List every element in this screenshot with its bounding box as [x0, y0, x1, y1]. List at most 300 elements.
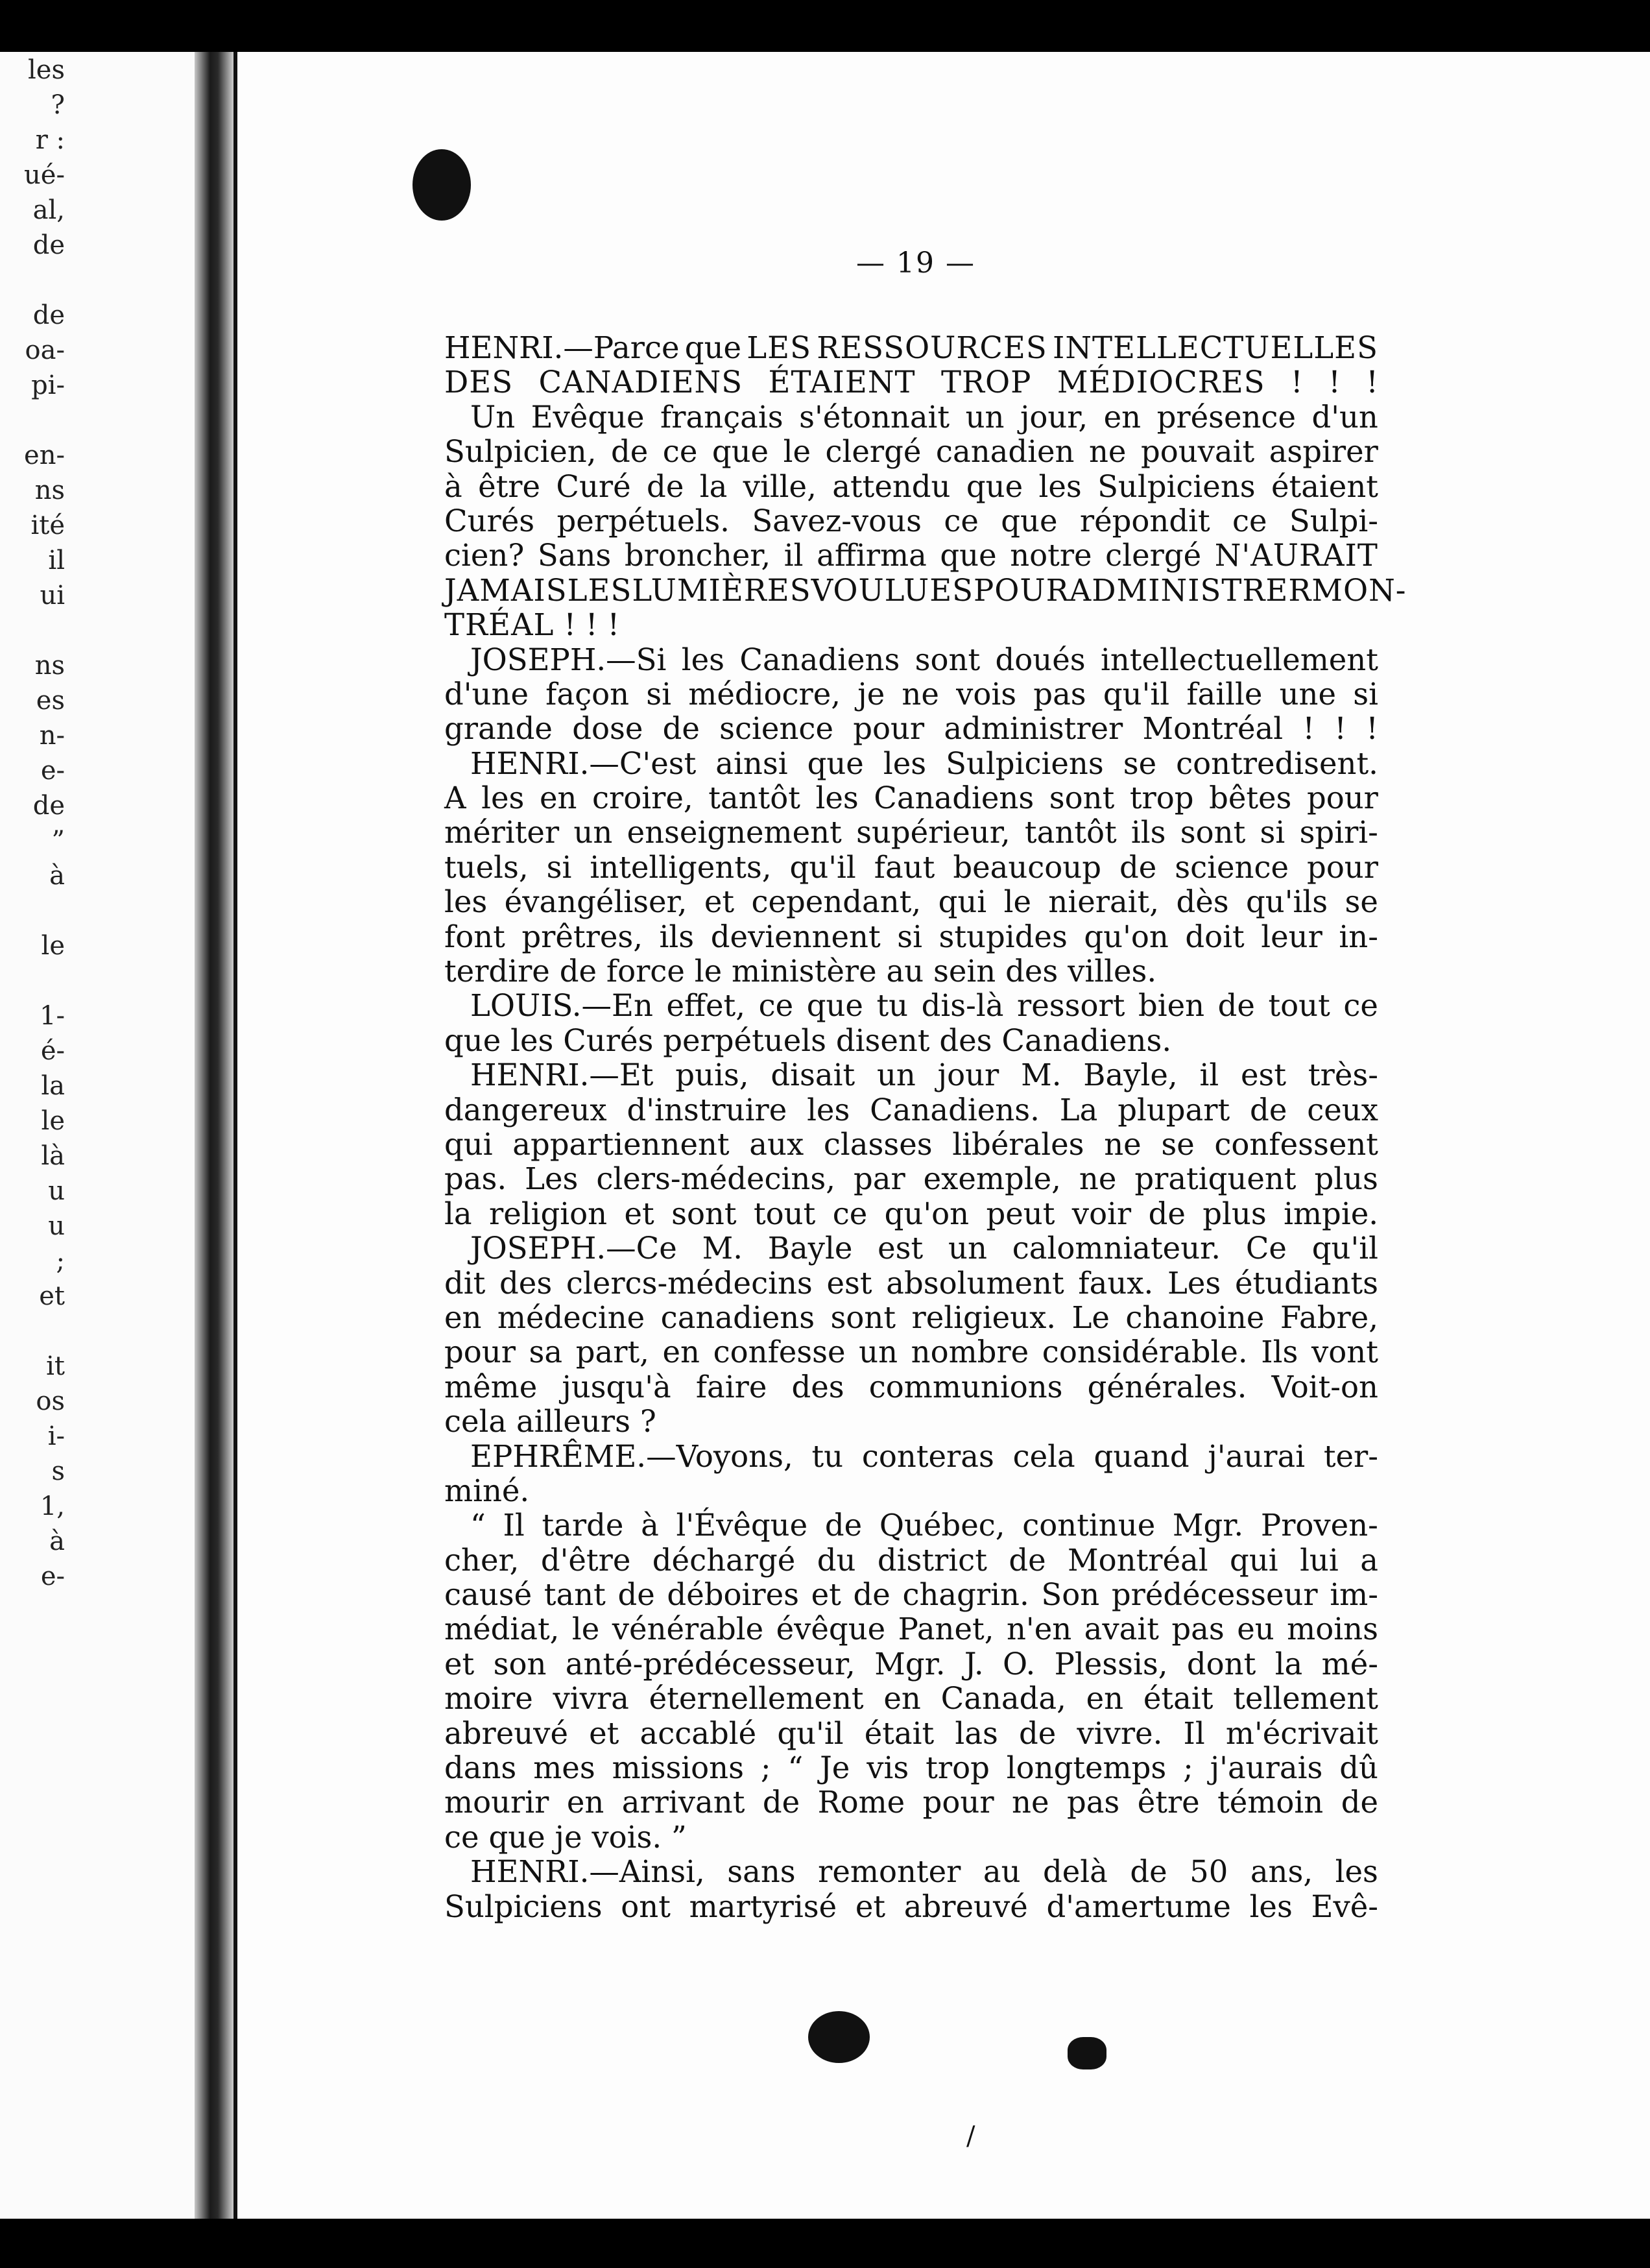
word: INTELLECTUELLES [1052, 330, 1378, 365]
word: Bayle [767, 1231, 853, 1266]
word: lui [1300, 1542, 1339, 1578]
word: Curés [444, 503, 535, 538]
word: j'aurais [1210, 1750, 1323, 1786]
text-line [444, 331, 1378, 365]
word: ainsi [715, 745, 788, 781]
word: des [1005, 954, 1058, 989]
previous-page-line-fragment: e- [40, 1562, 65, 1591]
word: Bayle, [1083, 1057, 1178, 1093]
word: conteras [861, 1438, 994, 1474]
word: Canadiens [739, 642, 900, 677]
word: in- [1339, 919, 1378, 954]
word: confesse [713, 1334, 846, 1370]
word: contredisent. [1176, 745, 1378, 781]
word: exemple, [923, 1161, 1061, 1197]
word: part, [575, 1334, 649, 1370]
word: français [660, 399, 783, 435]
word: vois. [592, 1819, 662, 1855]
word: vivre. [1077, 1715, 1163, 1751]
word: que [444, 1022, 501, 1058]
ink-stain-top [413, 149, 471, 221]
word: libérales [952, 1126, 1084, 1162]
word: ce [444, 1819, 479, 1855]
previous-page-line-fragment: là [41, 1141, 65, 1171]
word: les [481, 780, 525, 816]
previous-page-line-fragment: ” [51, 826, 65, 856]
previous-page-fragment [0, 52, 195, 2219]
text-line [444, 954, 1378, 989]
text-line [444, 1751, 1378, 1785]
previous-page-line-fragment: de [32, 791, 65, 821]
word: que [1001, 503, 1058, 538]
word: il [1199, 1057, 1219, 1093]
word: trop [926, 1750, 990, 1786]
word: Evê- [1311, 1888, 1378, 1924]
word: les [807, 1092, 850, 1128]
word: moire [444, 1681, 533, 1717]
previous-page-line-fragment: os [36, 1386, 65, 1416]
word: déboires [667, 1577, 799, 1613]
word: en [662, 1334, 700, 1370]
word: POUR [974, 572, 1070, 608]
word: EPHRÊME.—Voyons, [470, 1438, 793, 1474]
word: classes [823, 1126, 933, 1162]
word: que [807, 745, 864, 781]
word: que [940, 538, 997, 573]
word: Sulpicien, [444, 434, 597, 470]
word: causé [444, 1577, 532, 1613]
word: deviennent [710, 919, 881, 954]
word: en [883, 1681, 921, 1717]
word: ! [1291, 365, 1303, 400]
word: ! [1366, 711, 1378, 747]
word: cien? [444, 538, 525, 573]
word: dont [1186, 1646, 1256, 1682]
word: son [493, 1646, 547, 1682]
word: attendu [832, 468, 951, 504]
word: en [1086, 1681, 1124, 1717]
word: ne [1104, 1126, 1142, 1162]
word: au [886, 954, 924, 989]
word: Savez-vous [752, 503, 922, 538]
word: cependant, [751, 884, 922, 920]
word: pas [1033, 676, 1086, 712]
word: ne [1012, 1785, 1049, 1820]
text-line [444, 1543, 1378, 1578]
word: vont [1311, 1334, 1378, 1370]
word: si [1353, 676, 1378, 712]
word: Proven- [1260, 1508, 1378, 1543]
word: dit [444, 1265, 486, 1301]
word: ils [659, 919, 695, 954]
word: médiocre, [688, 676, 841, 712]
word: stupides [939, 919, 1068, 954]
word: la [444, 1196, 472, 1231]
word: ! [1328, 365, 1341, 400]
word: tantôt [708, 780, 800, 816]
word: TROP [941, 365, 1032, 400]
word: Sulpiciens [946, 745, 1104, 781]
word: les [815, 780, 859, 816]
text-line [444, 1717, 1378, 1751]
word: Sans [537, 538, 612, 573]
text-line [444, 747, 1378, 781]
word: mé- [1321, 1646, 1378, 1682]
word: spiri- [1299, 815, 1378, 850]
word: O. [1003, 1646, 1036, 1682]
word: qui [938, 884, 987, 920]
word: et [589, 1715, 619, 1751]
text-line [444, 1093, 1378, 1128]
word: LES [747, 330, 811, 365]
word: disait [771, 1057, 855, 1093]
word: JOSEPH.—Si [470, 642, 667, 677]
word: continue [1022, 1508, 1156, 1543]
text-line [444, 677, 1378, 712]
word: de [1009, 1542, 1046, 1578]
word: Montréal [1068, 1542, 1208, 1578]
word: ! [1302, 711, 1315, 747]
word: chanoine [1125, 1299, 1265, 1335]
word: était [1143, 1681, 1214, 1717]
word: qu'on [1084, 919, 1169, 954]
word: que [488, 1819, 545, 1855]
word: tellement [1233, 1681, 1378, 1717]
previous-page-line-fragment: al, [32, 195, 65, 225]
word: intellectuellement [1100, 642, 1378, 677]
word: absolument [886, 1265, 1064, 1301]
word: quand [1094, 1438, 1190, 1474]
word: Mgr. [1172, 1508, 1244, 1543]
word: dose [572, 711, 643, 747]
word: Le [1071, 1299, 1110, 1335]
word: à [444, 468, 462, 504]
word: delà [1043, 1854, 1108, 1890]
word: “ [470, 1508, 486, 1543]
previous-page-line-fragment: r : [35, 125, 65, 155]
word: un [948, 1231, 987, 1266]
word: ministère [732, 954, 877, 989]
word: d'une [444, 676, 529, 712]
previous-page-line-fragment: ns [34, 476, 65, 505]
word: ce [662, 434, 698, 470]
word: qui [444, 1126, 493, 1162]
word: j'aurai [1208, 1438, 1306, 1474]
word: administrer [944, 711, 1123, 747]
previous-page-line-fragment [5, 402, 65, 437]
word: en [566, 1785, 604, 1820]
word: être [478, 468, 541, 504]
word: de [1130, 1854, 1167, 1890]
word: ne [1079, 1161, 1117, 1197]
word: la [1274, 1646, 1303, 1682]
word: ce [944, 503, 979, 538]
word: RESSOURCES [817, 330, 1047, 365]
word: le [571, 1611, 600, 1647]
word: se [1161, 1126, 1195, 1162]
word: jusqu'à [562, 1369, 671, 1405]
word: doit [1185, 919, 1245, 954]
word: Curés [563, 1022, 654, 1058]
word: chagrin. [902, 1577, 1029, 1613]
word: remonter [818, 1854, 961, 1890]
word: Canadiens. [1001, 1022, 1172, 1058]
word: “ [787, 1750, 804, 1786]
word: religion [489, 1196, 608, 1231]
word: TRÉAL [444, 607, 555, 643]
word: vivra [553, 1681, 629, 1717]
previous-page-line-fragment [5, 893, 65, 928]
word: LUMIÈRES [632, 572, 811, 608]
word: sont [830, 1299, 896, 1335]
word: qu'il [777, 1715, 844, 1751]
word: de [647, 468, 684, 504]
word: plus [1314, 1161, 1378, 1197]
word: tant [544, 1577, 606, 1613]
text-line [444, 1162, 1378, 1196]
word: beaucoup [953, 849, 1102, 885]
word: eu [1237, 1611, 1274, 1647]
word: les [1249, 1888, 1293, 1924]
word: médecine [497, 1299, 645, 1335]
word: sans [727, 1854, 796, 1890]
word: martyrisé [689, 1888, 837, 1924]
word: Plessis, [1054, 1646, 1168, 1682]
word: le [783, 434, 811, 470]
word: en [539, 780, 577, 816]
text-line [444, 1231, 1378, 1266]
word: pas. [444, 1161, 507, 1197]
word: N'AURAIT [1214, 538, 1378, 573]
word: cela [444, 1404, 507, 1440]
word: ” [671, 1819, 687, 1855]
word: HENRI.—Ainsi, [470, 1854, 705, 1890]
word: faut [874, 849, 935, 885]
word: plus [1202, 1196, 1267, 1231]
word: de [853, 1577, 891, 1613]
text-line [444, 1647, 1378, 1682]
word: LES [567, 572, 632, 608]
text-line [444, 1301, 1378, 1335]
word: trop [1129, 780, 1194, 816]
word: supérieur, [856, 815, 1010, 850]
word: notre [1010, 538, 1092, 573]
word: ! [1366, 365, 1378, 400]
text-line [444, 435, 1378, 469]
word: si [546, 849, 572, 885]
word: ! [585, 607, 598, 643]
word: Un [470, 399, 516, 435]
word: Panet, [898, 1611, 994, 1647]
word: si [646, 676, 672, 712]
word: communions [868, 1369, 1063, 1405]
previous-page-line-fragment: le [41, 1106, 65, 1136]
word: est [826, 1265, 872, 1301]
previous-page-line-fragment: oa- [25, 335, 65, 365]
word: évangéliser, [504, 884, 688, 920]
footer-mark: / [966, 2121, 975, 2151]
text-line [444, 1578, 1378, 1612]
word: dû [1339, 1750, 1378, 1786]
word: prêtres, [521, 919, 643, 954]
text-line [444, 365, 1378, 400]
word: affirma [817, 538, 927, 573]
word: aux [749, 1126, 804, 1162]
word: des [499, 1265, 553, 1301]
word: de [610, 434, 649, 470]
word: pour [853, 711, 925, 747]
word: ans, [1250, 1854, 1313, 1890]
word: médiat, [444, 1611, 560, 1647]
word: peut [986, 1196, 1055, 1231]
previous-page-line-fragment: é- [40, 1036, 65, 1066]
word: M. [1021, 1057, 1062, 1093]
word: les [444, 884, 488, 920]
word: a [1360, 1542, 1378, 1578]
word: voir [1071, 1196, 1132, 1231]
word: sont [671, 1196, 737, 1231]
word: façon [545, 676, 630, 712]
previous-page-line-fragment: et [39, 1281, 65, 1311]
word: puis, [675, 1057, 749, 1093]
word: clers-médecins, [596, 1161, 835, 1197]
word: anté-prédécesseur, [565, 1646, 855, 1682]
word: Montréal [1142, 711, 1284, 747]
text-line [444, 400, 1378, 435]
word: si [1260, 815, 1285, 850]
word: ! [564, 607, 576, 643]
word: pas [1171, 1611, 1225, 1647]
word: tantôt [1024, 815, 1117, 850]
word: répondit [1079, 503, 1210, 538]
word: ÉTAIENT [768, 365, 916, 400]
word: qu'on [884, 1196, 970, 1231]
previous-page-line-fragment: la [41, 1071, 65, 1101]
word: Curé [556, 468, 631, 504]
text-line [444, 781, 1378, 815]
text-line [444, 850, 1378, 885]
word: ville, [743, 468, 817, 504]
word: pouvait [1140, 434, 1255, 470]
previous-page-line-fragment [5, 262, 65, 297]
word: Voit-on [1271, 1369, 1378, 1405]
word: très- [1308, 1057, 1378, 1093]
word: je [857, 676, 885, 712]
word: JAMAIS [444, 572, 568, 608]
previous-page-line-fragment: ; [56, 1246, 65, 1276]
word: ont [621, 1888, 671, 1924]
word: pour [444, 1334, 516, 1370]
word: sein [933, 954, 996, 989]
word: LOUIS.—En [470, 988, 653, 1024]
word: les [681, 642, 725, 677]
word: d'amertume [1046, 1888, 1231, 1924]
word: que [684, 330, 742, 365]
previous-page-line-fragment: les [28, 55, 65, 85]
word: s'étonnait [799, 399, 950, 435]
previous-page-line-fragment: ui [40, 581, 65, 610]
word: en [1103, 399, 1142, 435]
word: La [1059, 1092, 1098, 1128]
word: Evêque [531, 399, 645, 435]
word: district [877, 1542, 987, 1578]
word: au [983, 1854, 1021, 1890]
word: tout [753, 1196, 816, 1231]
previous-page-line-fragment: i- [47, 1421, 65, 1451]
word: perpétuels. [556, 503, 730, 538]
text-line [444, 1855, 1378, 1889]
previous-page-line-fragment: il [48, 546, 65, 575]
word: de [559, 954, 597, 989]
word: m'écrivait [1225, 1715, 1378, 1751]
text-line [444, 572, 1407, 608]
word: pour [1307, 849, 1378, 885]
word: même [444, 1369, 538, 1405]
word: de [1250, 1092, 1287, 1128]
word: qui [1230, 1542, 1278, 1578]
word: clergé [1105, 538, 1202, 573]
word: longtemps [1006, 1750, 1167, 1786]
word: doués [995, 642, 1086, 677]
word: une [1279, 676, 1337, 712]
word: sont [1180, 815, 1246, 850]
word: le [694, 954, 723, 989]
word: que [711, 434, 769, 470]
text-line [444, 1474, 1378, 1508]
word: las [955, 1715, 998, 1751]
word: Sulpiciens [444, 1888, 603, 1924]
word: et [704, 884, 735, 920]
word: avait [1084, 1611, 1159, 1647]
word: des [939, 1022, 992, 1058]
word: présence [1156, 399, 1296, 435]
word: déchargé [652, 1542, 796, 1578]
text-line [444, 1612, 1378, 1647]
text-line [444, 885, 1378, 919]
word: Mgr. [874, 1646, 946, 1682]
word: HENRI.—C'est [470, 745, 697, 781]
word: ; [760, 1750, 771, 1786]
word: CANADIENS [538, 365, 743, 400]
word: qu'ils [1246, 884, 1328, 920]
word: HENRI.—Parce [444, 330, 680, 365]
word: science [1175, 849, 1289, 885]
word: jour [937, 1057, 999, 1093]
word: à [641, 1508, 659, 1543]
word: Canadiens [874, 780, 1034, 816]
text-line [444, 920, 1378, 954]
word: étaient [1271, 468, 1378, 504]
word: et [855, 1888, 886, 1924]
previous-page-line-fragment: à [49, 861, 65, 891]
word: Canadiens. [870, 1092, 1040, 1128]
word: sa [529, 1334, 563, 1370]
word: mourir [444, 1785, 549, 1820]
word: que [966, 468, 1023, 504]
word: que [806, 988, 863, 1024]
word: HENRI.—Et [470, 1057, 654, 1093]
word: ADMINISTRER [1069, 572, 1312, 608]
word: abreuvé [444, 1715, 568, 1751]
word: canadiens [660, 1299, 815, 1335]
text-line [444, 989, 1378, 1023]
word: cela [1012, 1438, 1075, 1474]
word: Les [525, 1161, 579, 1197]
word: de [1018, 1715, 1057, 1751]
word: bien [1138, 988, 1205, 1024]
word: Il [1183, 1715, 1205, 1751]
word: calomniateur. [1012, 1231, 1221, 1266]
